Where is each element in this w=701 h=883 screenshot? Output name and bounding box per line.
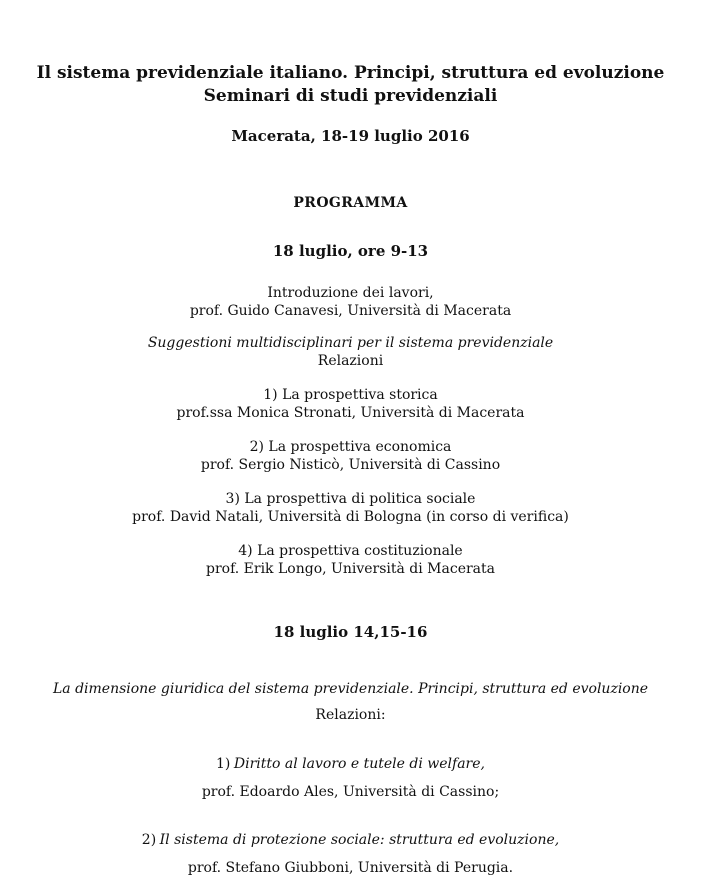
talk-item	[0, 750, 701, 806]
session2-theme-block	[0, 676, 701, 728]
talk-number: 1)	[216, 756, 231, 772]
session2-relazioni-label: Relazioni:	[315, 707, 386, 723]
talk-title: 4) La prospettiva costituzionale	[238, 543, 463, 559]
talk-item	[0, 543, 701, 578]
talk-title: Il sistema di protezione sociale: struttura ed evoluzione,	[159, 832, 560, 848]
document-title	[0, 62, 701, 108]
session1-theme-block	[0, 335, 701, 370]
document-title-line2: Seminari di studi previdenziali	[203, 86, 498, 106]
talk-speaker: prof.ssa Monica Stronati, Università di Macerata	[176, 404, 525, 421]
talk-title: 2) La prospettiva economica	[249, 439, 452, 455]
session1-introduction	[0, 285, 701, 320]
session1-intro-title: Introduzione dei lavori,	[267, 285, 434, 301]
talk-item	[0, 491, 701, 526]
session2-theme: La dimensione giuridica del sistema previdenziale. Principi, struttura ed evoluzione	[52, 681, 649, 697]
document-title-line1: Il sistema previdenziale italiano. Principi, struttura ed evoluzione	[36, 63, 665, 83]
talk-number: 2)	[141, 832, 157, 848]
talk-speaker: prof. Edoardo Ales, Università di Cassino;	[201, 784, 500, 800]
event-location-date: Macerata, 18-19 luglio 2016	[231, 127, 470, 145]
program-heading: PROGRAMMA	[293, 195, 408, 211]
session1-intro-speaker: prof. Guido Canavesi, Università di Macerata	[189, 302, 512, 319]
talk-speaker: prof. David Natali, Università di Bologna (in corso di verifica)	[132, 508, 569, 525]
talk-title: 3) La prospettiva di politica sociale	[225, 491, 476, 507]
session1-heading: 18 luglio, ore 9-13	[272, 242, 429, 260]
talk-item	[0, 826, 701, 882]
session1-relazioni-label: Relazioni	[317, 352, 384, 369]
talk-title-line	[142, 832, 559, 848]
session2-heading: 18 luglio 14,15-16	[273, 623, 428, 641]
talk-speaker: prof. Stefano Giubboni, Università di Perugia.	[187, 860, 514, 876]
talk-title: 1) La prospettiva storica	[263, 387, 438, 403]
talk-item	[0, 439, 701, 474]
talk-item	[0, 387, 701, 422]
session1-theme: Suggestioni multidisciplinari per il sistema previdenziale	[147, 335, 554, 351]
talk-speaker: prof. Erik Longo, Università di Macerata	[206, 560, 495, 577]
talk-title-line	[216, 756, 485, 772]
talk-speaker: prof. Sergio Nisticò, Università di Cassino	[200, 456, 501, 473]
talk-title: Diritto al lavoro e tutele di welfare,	[233, 756, 485, 772]
